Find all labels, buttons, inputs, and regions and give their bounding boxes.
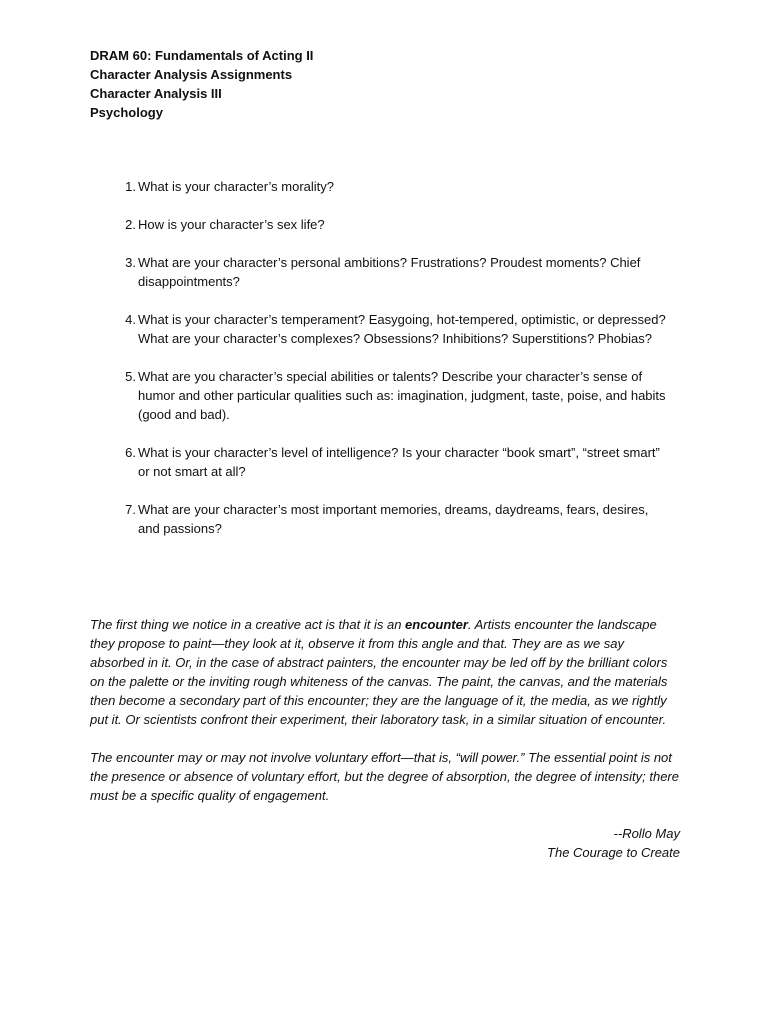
attribution [90,824,680,862]
topic-title: Psychology [90,105,163,120]
list-item [90,253,680,291]
attribution-work: The Courage to Create [547,845,680,860]
question-text: What is your character’s temperament? Easygoing, hot-tempered, optimistic, or depressed? What are your character’s complexes? Obsessions? Inhibitions? Superstitions? Phobias? [138,312,666,346]
question-number: 2. [125,217,136,232]
question-number: 3. [125,255,136,270]
document-page [90,46,680,862]
analysis-title: Character Analysis III [90,86,222,101]
course-title: DRAM 60: Fundamentals of Acting II [90,48,314,63]
list-item [90,177,680,196]
question-number: 6. [125,445,136,460]
question-list [90,177,680,538]
question-text: What are your character’s most important memories, dreams, daydreams, fears, desires, and passions? [138,502,649,536]
quote-text: The first thing we notice in a creative act is that it is an [90,617,406,632]
question-text: What are your character’s personal ambitions? Frustrations? Proudest moments? Chief disappointments? [138,255,641,289]
question-number: 7. [125,502,136,517]
list-item [90,367,680,424]
question-text: What is your character’s morality? [138,179,335,194]
quote-paragraph-2: The encounter may or may not involve voluntary effort—that is, “will power.” The essential point is not the presence or absence of voluntary effort, but the degree of absorption, the degree of intensity; there must be a specific quality of engagement. [90,750,679,803]
attribution-author: --Rollo May [613,826,680,841]
list-item [90,500,680,538]
quote-text: . Artists encounter the landscape they propose to paint—they look at it, observe it from this angle and that. They are as we say absorbed in it. Or, in the case of abstract painters, the encounter may be led off by the brilliant colors on the palette or the inviting rough whiteness of the canvas. The paint, the canvas, and the materials then become a secondary part of this encounter; they are the language of it, the media, as we rightly put it. Or scientists confront their experiment, their laboratory task, in a similar situation of encounter. [90,617,668,727]
list-item [90,215,680,234]
assignments-title: Character Analysis Assignments [90,67,293,82]
quote-paragraph-1 [90,615,680,729]
quote-block [90,615,680,805]
quote-emphasis: encounter [405,617,468,632]
question-number: 1. [125,179,136,194]
question-text: What is your character’s level of intelligence? Is your character “book smart”, “street smart” or not smart at all? [138,445,660,479]
list-item [90,310,680,348]
document-header [90,46,680,122]
list-item [90,443,680,481]
question-number: 4. [125,312,136,327]
question-text: What are you character’s special abilities or talents? Describe your character’s sense of humor and other particular qualities such as: imagination, judgment, taste, poise, and habits (good and bad). [138,369,666,422]
question-number: 5. [125,369,136,384]
question-text: How is your character’s sex life? [138,217,325,232]
